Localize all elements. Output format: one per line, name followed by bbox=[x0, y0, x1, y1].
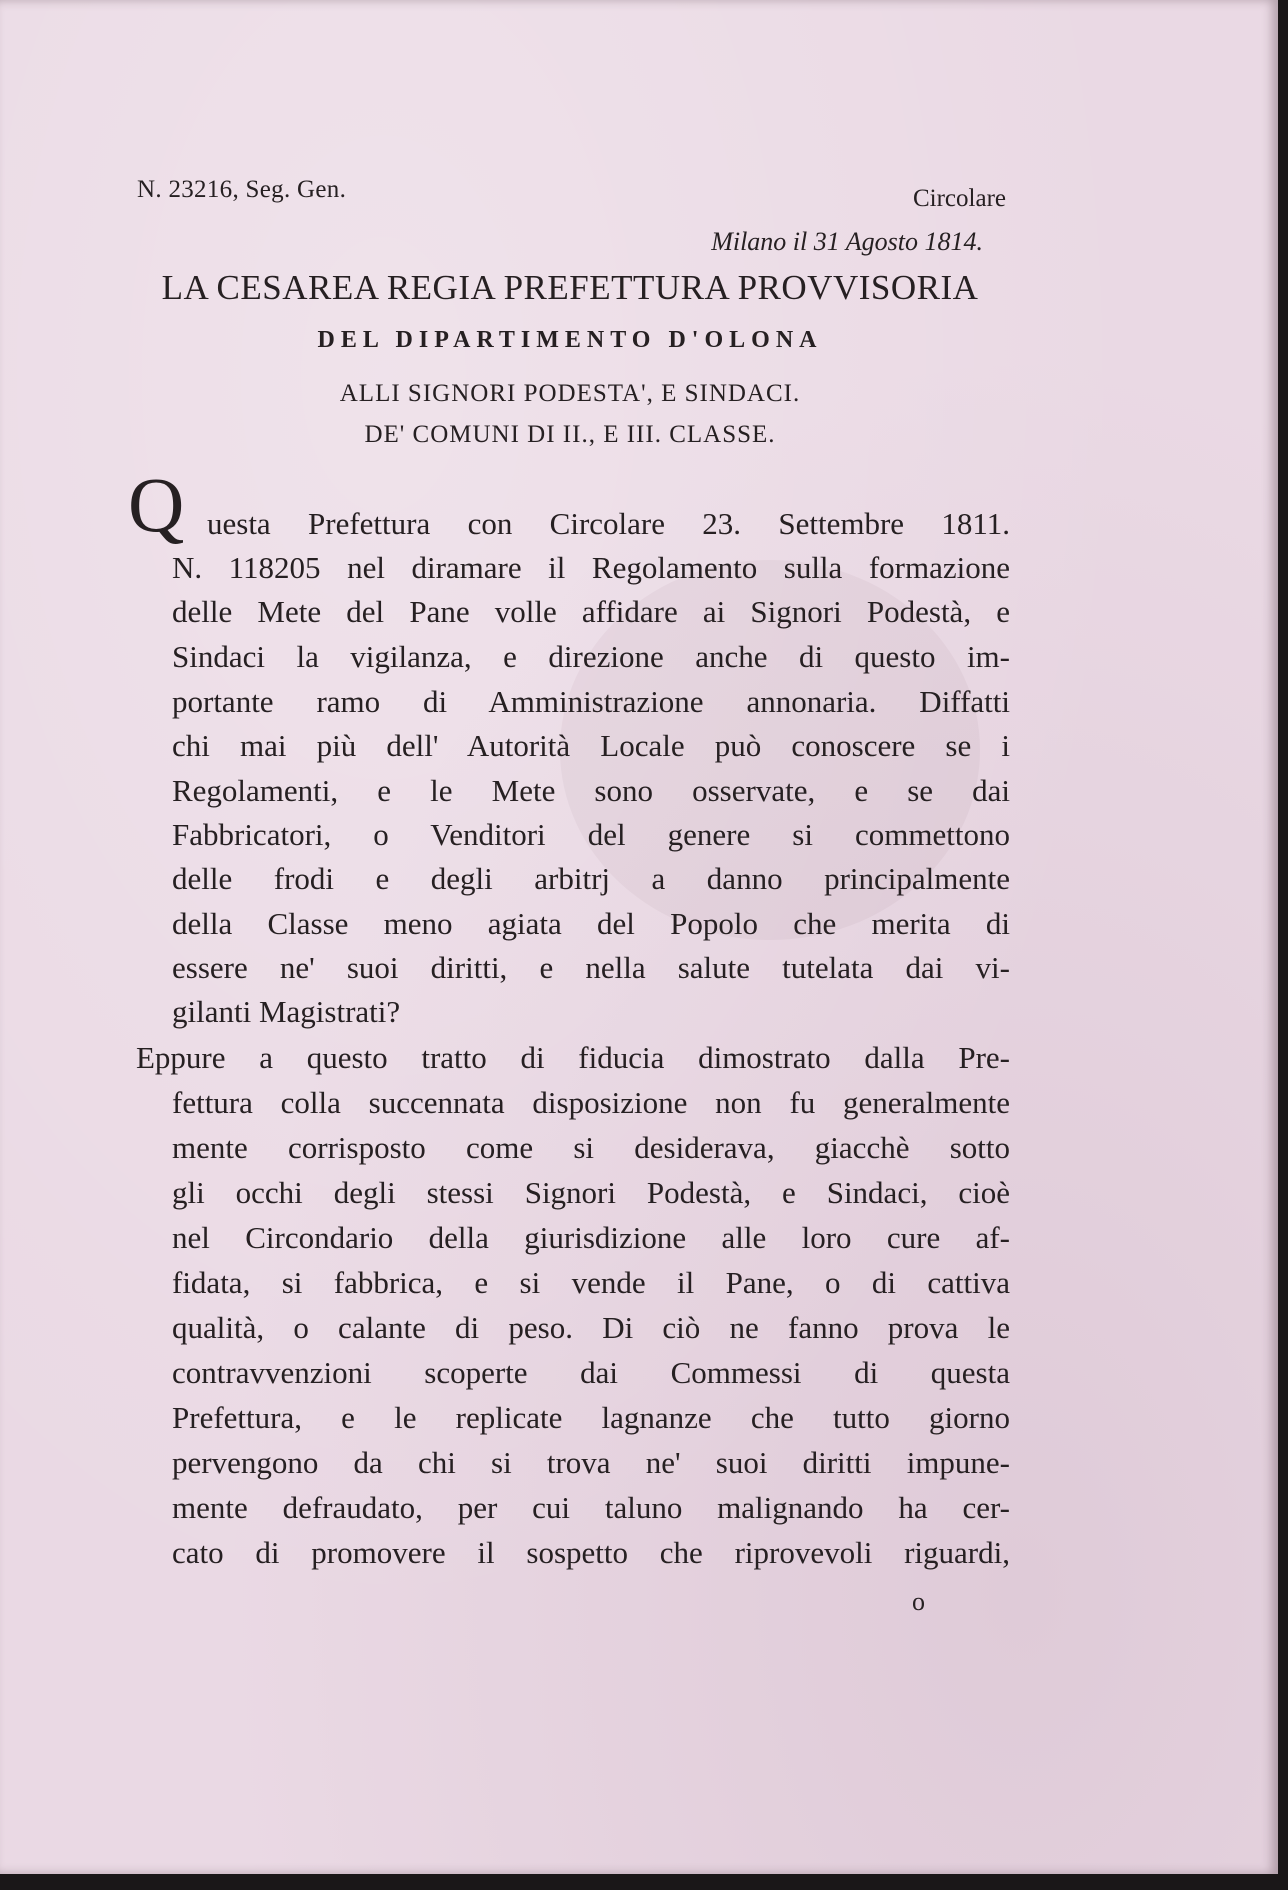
catchword: o bbox=[912, 1587, 925, 1616]
text-line: mente defraudato, per cui taluno malignando ha cer- bbox=[172, 1490, 1010, 1525]
text-line: fettura colla succennata disposizione non fu generalmente bbox=[172, 1085, 1010, 1120]
text-line: qualità, o calante di peso. Di ciò ne fanno prova le bbox=[172, 1310, 1010, 1345]
text-line: gli occhi degli stessi Signori Podestà, e Sindaci, cioè bbox=[172, 1175, 1010, 1210]
dateline: Milano il 31 Agosto 1814. bbox=[711, 227, 983, 256]
text-line: della Classe meno agiata del Popolo che merita di bbox=[172, 906, 1010, 941]
text-line: chi mai più dell' Autorità Locale può conoscere se i bbox=[172, 728, 1010, 763]
text-line: contravvenzioni scoperte dai Commessi di questa bbox=[172, 1355, 1010, 1390]
text-line: Regolamenti, e le Mete sono osservate, e se dai bbox=[172, 773, 1010, 808]
text-line: uesta Prefettura con Circolare 23. Settembre 1811. bbox=[207, 506, 1010, 541]
text-line: Prefettura, e le replicate lagnanze che tutto giorno bbox=[172, 1400, 1010, 1435]
text-line: nel Circondario della giurisdizione alle loro cure af- bbox=[172, 1220, 1010, 1255]
drop-cap: Q bbox=[128, 461, 185, 548]
issuer-heading: LA CESAREA REGIA PREFETTURA PROVVISORIA bbox=[161, 268, 979, 307]
text-line: delle Mete del Pane volle affidare ai Signori Podestà, e bbox=[172, 594, 1010, 629]
text-line: essere ne' suoi diritti, e nella salute tutelata dai vi- bbox=[172, 950, 1010, 985]
recipients-line-1: ALLI SIGNORI PODESTA', E SINDACI. bbox=[339, 380, 801, 407]
reference-number: N. 23216, Seg. Gen. bbox=[137, 176, 347, 203]
text-line: portante ramo di Amministrazione annonaria. Diffatti bbox=[172, 684, 1010, 719]
text-line: delle frodi e degli arbitrj a danno principalmente bbox=[172, 861, 1010, 896]
department-heading: DEL DIPARTIMENTO D'OLONA bbox=[317, 327, 823, 353]
text-line: pervengono da chi si trova ne' suoi diritti impune- bbox=[172, 1445, 1010, 1480]
text-line: Eppure a questo tratto di fiducia dimostrato dalla Pre- bbox=[136, 1040, 1010, 1075]
text-line: mente corrisposto come si desiderava, giacchè sotto bbox=[172, 1130, 1010, 1165]
text-line: Fabbricatori, o Venditori del genere si commettono bbox=[172, 817, 1010, 852]
text-line: N. 118205 nel diramare il Regolamento sulla formazione bbox=[172, 550, 1010, 585]
document-type: Circolare bbox=[912, 185, 1006, 212]
recipients-line-2: DE' COMUNI DI II., E III. CLASSE. bbox=[364, 421, 776, 448]
text-line: fidata, si fabbrica, e si vende il Pane, o di cattiva bbox=[172, 1265, 1010, 1300]
text-line: Sindaci la vigilanza, e direzione anche di questo im- bbox=[172, 639, 1010, 674]
text-line: gilanti Magistrati? bbox=[172, 994, 401, 1029]
text-line: cato di promovere il sospetto che riprovevoli riguardi, bbox=[172, 1535, 1010, 1570]
